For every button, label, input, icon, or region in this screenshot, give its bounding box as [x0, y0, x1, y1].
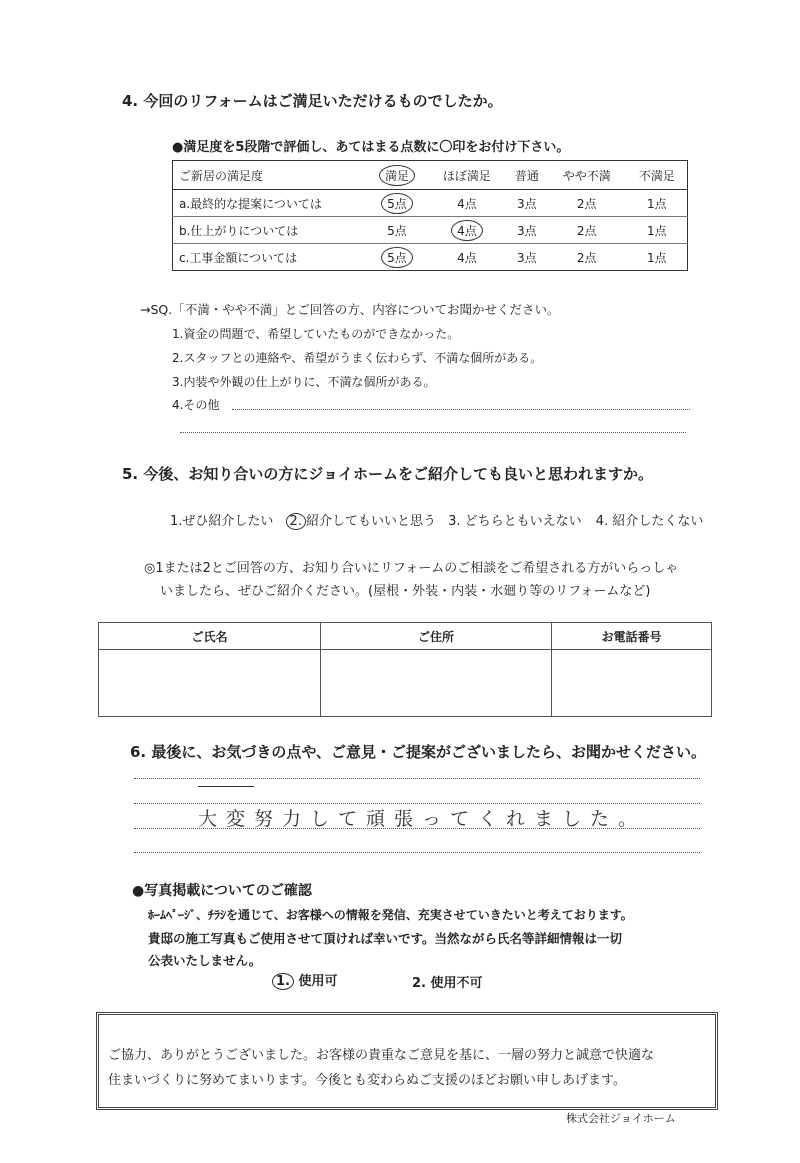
comment-line: [134, 852, 700, 853]
header-cell-satisfied[interactable]: [367, 161, 427, 190]
header-cell: 不満足: [638, 168, 675, 183]
selection-circle: 満足: [379, 165, 415, 186]
rating-option[interactable]: 5点: [387, 223, 407, 238]
selection-circle: 5点: [381, 193, 413, 214]
header-cell: 普通: [514, 168, 539, 183]
rating-option[interactable]: [367, 244, 427, 271]
rating-option[interactable]: 2点: [576, 250, 597, 265]
rating-option[interactable]: [427, 217, 507, 244]
q6-title: 6. 最後に、お気づきの点や、ご意見・ご提案がございましたら、お聞かせください。: [130, 743, 707, 761]
strikethrough-mark: [198, 786, 254, 787]
satisfaction-table: [172, 160, 688, 271]
q5-option-4[interactable]: 4. 紹介したくない: [595, 514, 704, 529]
rating-row-b: [173, 217, 688, 244]
sq-option-1[interactable]: 1.資金の問題で、希望していたものができなかった。: [172, 327, 460, 341]
row-label: c.工事金額については: [179, 250, 298, 265]
selection-circle: 5点: [381, 247, 413, 268]
rating-option[interactable]: 4点: [457, 250, 477, 265]
sq-title: →SQ.「不満・やや不満」とご回答の方、内容についてお聞かせください。: [140, 302, 560, 317]
rating-option[interactable]: 1点: [647, 250, 667, 265]
photo-option-1-label: 使用可: [298, 974, 338, 989]
selection-circle: 1.: [272, 973, 294, 990]
header-cell: ご新居の満足度: [179, 168, 264, 183]
row-label: a.最終的な提案については: [179, 196, 322, 211]
thanks-line2: 住まいづくりに努めてまいります。今後とも変わらぬご支援のほどお願い申しあげます。: [108, 1073, 626, 1088]
sq-option-4[interactable]: 4.その他: [172, 398, 220, 412]
q5-options: [170, 510, 703, 530]
satisfaction-header-row: [173, 161, 688, 190]
rating-row-a: [173, 190, 688, 217]
sq-option-2[interactable]: 2.スタッフとの連絡や、希望がうまく伝わらず、不満な個所がある。: [172, 351, 543, 365]
rating-option[interactable]: 3点: [517, 250, 537, 265]
rating-option[interactable]: 2点: [576, 223, 597, 238]
company-name: 株式会社ジョイホーム: [566, 1112, 676, 1125]
other-answer-line[interactable]: [232, 409, 690, 410]
q5-option-2-label[interactable]: 紹介してもいいと思う: [305, 514, 436, 529]
rating-row-c: [173, 244, 688, 271]
photo-line2: 貴邸の施工写真もご使用させて頂ければ幸いです。当然ながら氏名等詳細情報は一切: [148, 931, 623, 946]
referral-phone-field[interactable]: [552, 650, 712, 717]
photo-line3: 公表いたしません。: [148, 953, 262, 968]
handwritten-comment[interactable]: 大変努力して頑張ってくれました。: [198, 808, 647, 830]
rating-option[interactable]: 3点: [517, 196, 537, 211]
q5-note-line1: ◎1または2とご回答の方、お知り合いにリフォームのご相談をご希望される方がいらっしゃ: [144, 561, 679, 576]
photo-title: ●写真掲載についてのご確認: [132, 883, 312, 899]
q5-option-1[interactable]: 1.ぜひ紹介したい: [170, 514, 274, 529]
sq-option-3[interactable]: 3.内装や外観の仕上がりに、不満な個所がある。: [172, 375, 436, 389]
q5-note-line2: いましたら、ぜひご紹介ください。(屋根・外装・内装・水廻り等のリフォームなど): [160, 584, 651, 599]
q4-instruction: ●満足度を5段階で評価し、あてはまる点数に〇印をお付け下さい。: [172, 140, 570, 155]
q4-title: 4. 今回のリフォームはご満足いただけるものでしたか。: [122, 92, 503, 110]
q5-option-3[interactable]: 3. どちらともいえない: [448, 514, 582, 529]
rating-option[interactable]: 1点: [647, 196, 667, 211]
rating-option[interactable]: 1点: [647, 223, 667, 238]
rating-option[interactable]: 3点: [517, 223, 537, 238]
row-label: b.仕上がりについては: [179, 223, 299, 238]
selection-circle: 4点: [451, 220, 483, 241]
referral-address-field[interactable]: [321, 650, 552, 717]
photo-option-1[interactable]: [272, 970, 338, 990]
rating-option[interactable]: 2点: [576, 196, 597, 211]
selection-circle[interactable]: 2.: [286, 513, 306, 530]
q5-title: 5. 今後、お知り合いの方にジョイホームをご紹介しても良いと思われますか。: [122, 465, 654, 483]
referral-name-field[interactable]: [99, 650, 321, 717]
thanks-line1: ご協力、ありがとうございました。お客様の貴重なご意見を基に、一層の努力と誠意で快適な: [108, 1048, 655, 1063]
photo-line1: ﾎｰﾑﾍﾟｰｼﾞ、ﾁﾗｼを通じて、お客様への情報を発信、充実させていきたいと考えております。: [148, 908, 633, 922]
referral-header-phone: お電話番号: [552, 623, 712, 650]
photo-option-2[interactable]: 2. 使用不可: [412, 976, 483, 991]
comment-line: [134, 778, 700, 779]
header-cell: やや不満: [562, 168, 611, 183]
header-cell: ほぼ満足: [442, 168, 491, 183]
other-answer-line[interactable]: [180, 432, 686, 433]
referral-header-address: ご住所: [321, 623, 552, 650]
referral-header-name: ご氏名: [99, 623, 321, 650]
referral-table: [98, 622, 712, 717]
rating-option[interactable]: 4点: [457, 196, 477, 211]
rating-option[interactable]: [367, 190, 427, 217]
